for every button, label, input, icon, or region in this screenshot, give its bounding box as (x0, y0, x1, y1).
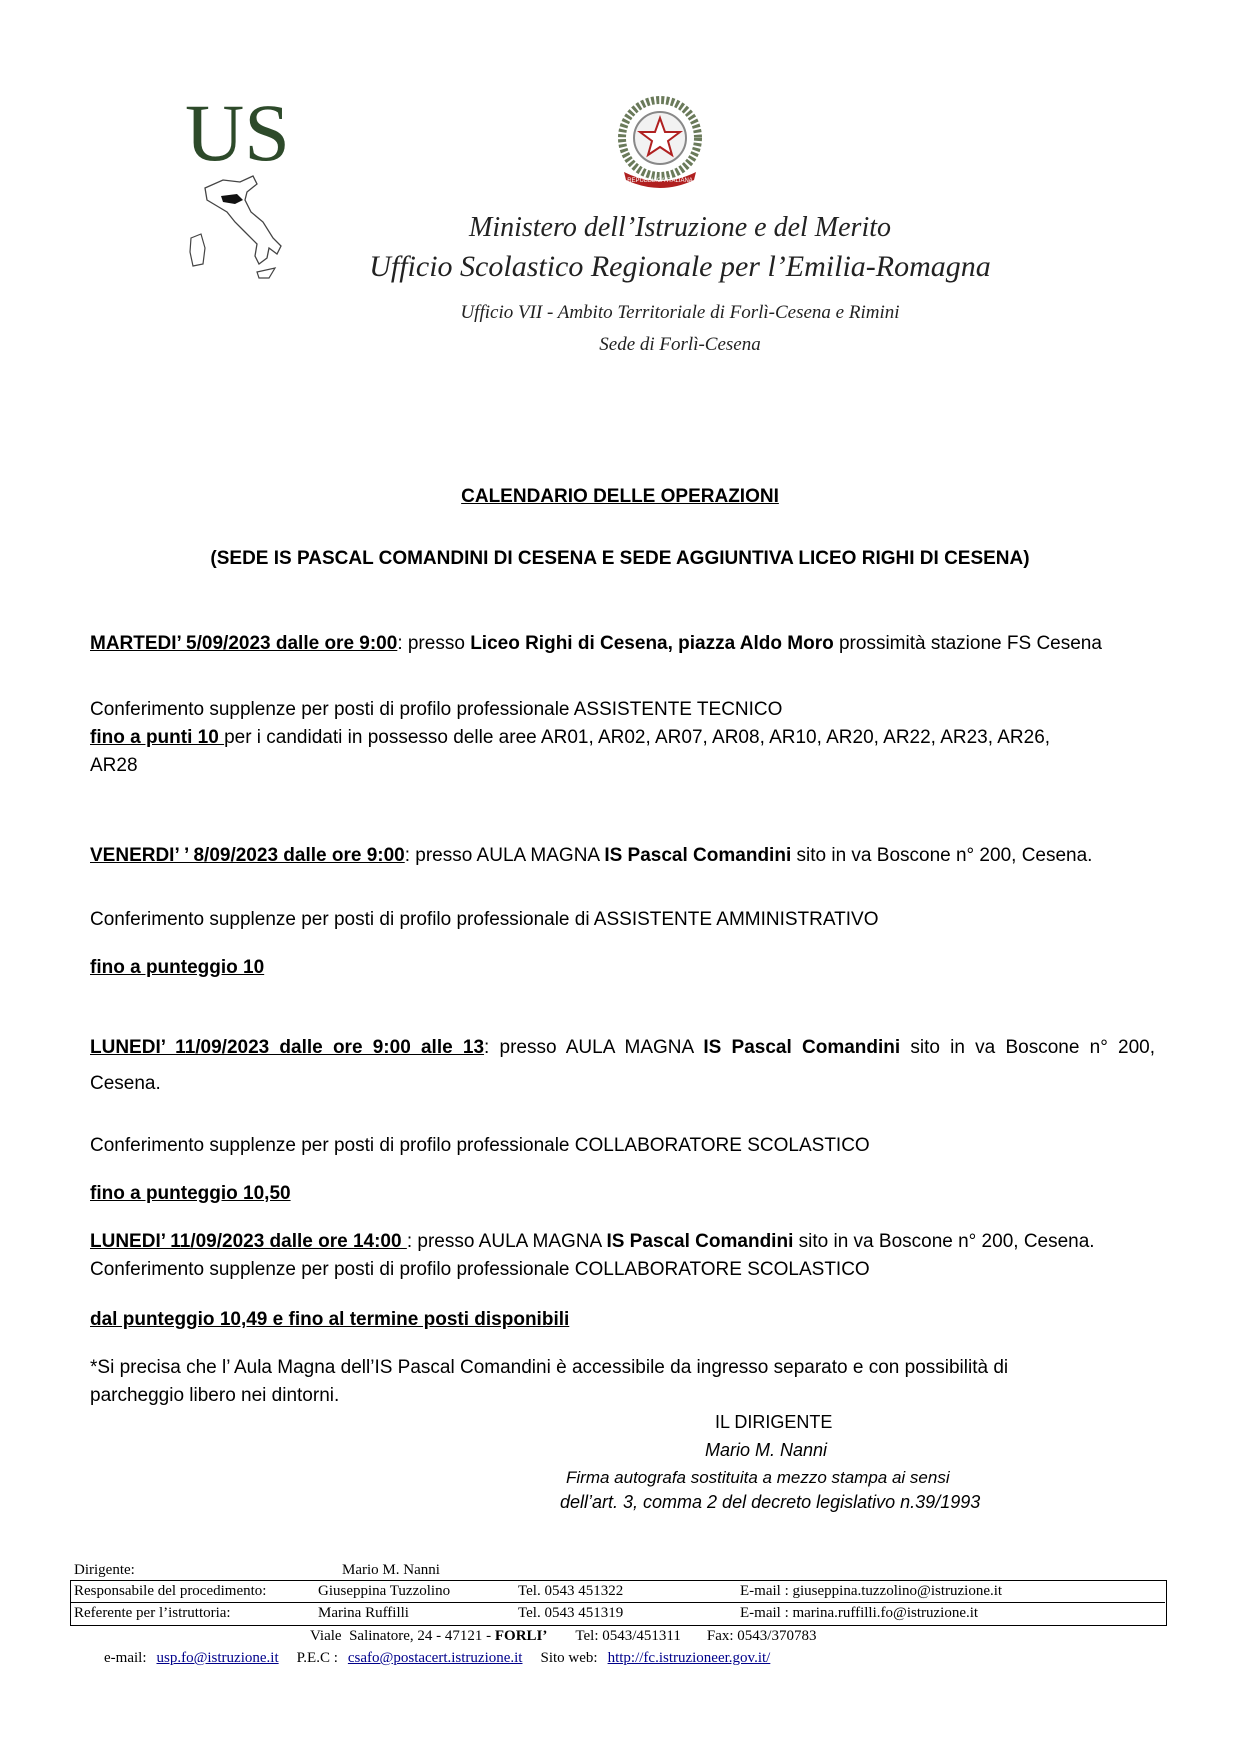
header-office: Ufficio Scolastico Regionale per l’Emilia-Romagna (369, 250, 991, 283)
section-2-place: IS Pascal Comandini (604, 845, 792, 866)
us-logo (185, 88, 315, 298)
footer-web-link[interactable]: http://fc.istruzioneer.gov.it/ (607, 1650, 771, 1666)
footer-email-link[interactable]: usp.fo@istruzione.it (156, 1650, 279, 1666)
section-1-limit-rest: per i candidati in possesso delle aree AR01, AR02, AR07, AR08, AR10, AR20, AR22, AR23, AR26, (224, 727, 1051, 748)
section-1-limit-line (90, 724, 1160, 752)
section-1-place: Liceo Righi di Cesena, piazza Aldo Moro (470, 633, 834, 654)
section-2-date: VENERDI’ ’ 8/09/2023 dalle ore 9:00 (90, 845, 405, 866)
section-3-place: IS Pascal Comandini (703, 1037, 901, 1058)
signature-note-2: dell’art. 3, comma 2 del decreto legislativo n.39/1993 (560, 1492, 981, 1512)
signature-role: IL DIRIGENTE (715, 1412, 833, 1432)
section-1-rest: prossimità stazione FS Cesena (833, 633, 1102, 654)
footer-resp-email: E-mail : giuseppina.tuzzolino@istruzione.it (740, 1583, 1003, 1599)
footer-ref-name: Marina Ruffilli (318, 1605, 409, 1621)
section-1-desc: Conferimento supplenze per posti di profilo professionale ASSISTENTE TECNICO (90, 699, 783, 720)
section-3-limit: fino a punteggio 10,50 (90, 1183, 291, 1204)
footer-pec-link[interactable]: csafo@postacert.istruzione.it (347, 1650, 523, 1666)
section-2-limit: fino a punteggio 10 (90, 957, 265, 978)
section-2-desc: Conferimento supplenze per posti di profilo professionale di ASSISTENTE AMMINISTRATIVO (90, 909, 879, 930)
footer-fax: Fax: 0543/370783 (706, 1628, 817, 1644)
footer-tel: Tel: 0543/451311 (575, 1628, 681, 1644)
section-1-sep: : presso (397, 633, 471, 654)
section-4-sep: : presso AULA MAGNA (406, 1231, 607, 1252)
footer-web-line (104, 1648, 770, 1668)
note-line-1: *Si precisa che l’ Aula Magna dell’IS Pascal Comandini è accessibile da ingresso separato e con possibilità di (90, 1357, 1009, 1378)
signature-note-1: Firma autografa sostituita a mezzo stampa ai sensi (566, 1468, 950, 1487)
footer-ref-label: Referente per l’istruttoria: (74, 1605, 231, 1621)
note-line-2: parcheggio libero nei dintorni. (90, 1385, 340, 1406)
footer-city: FORLI’ (494, 1628, 548, 1644)
header-seat: Sede di Forlì-Cesena (599, 334, 761, 355)
header-division: Ufficio VII - Ambito Territoriale di Forlì-Cesena e Rimini (460, 302, 900, 323)
section-4-date: LUNEDI’ 11/09/2023 dalle ore 14:00 (90, 1231, 407, 1252)
section-2-sep: : presso AULA MAGNA (404, 845, 605, 866)
footer-dirigente-name: Mario M. Nanni (342, 1562, 440, 1578)
footer-resp-label: Responsabile del procedimento: (74, 1583, 267, 1599)
section-3-date: LUNEDI’ 11/09/2023 dalle ore 9:00 alle 13 (90, 1037, 485, 1058)
section-2-rest: sito in va Boscone n° 200, Cesena. (791, 845, 1093, 866)
section-4-desc: Conferimento supplenze per posti di profilo professionale COLLABORATORE SCOLASTICO (90, 1259, 870, 1280)
footer-ref-email: E-mail : marina.ruffilli.fo@istruzione.it (740, 1605, 979, 1621)
section-1-limit: fino a punti 10 (90, 727, 225, 748)
section-3-desc: Conferimento supplenze per posti di profilo professionale COLLABORATORE SCOLASTICO (90, 1135, 870, 1156)
section-4-limit: dal punteggio 10,49 e fino al termine posti disponibili (90, 1309, 570, 1330)
us-logo-text: US (185, 88, 290, 178)
section-1-limit-rest2: AR28 (90, 755, 138, 776)
footer-resp-name: Giuseppina Tuzzolino (318, 1583, 451, 1599)
italian-republic-emblem (610, 92, 710, 192)
footer-email-label: e-mail: (104, 1650, 147, 1666)
footer-address: Viale Salinatore, 24 - 47121 - (310, 1628, 495, 1644)
footer-pec-label: P.E.C : (296, 1650, 338, 1666)
header-ministry: Ministero dell’Istruzione e del Merito (469, 212, 891, 243)
footer-resp-tel: Tel. 0543 451322 (518, 1583, 624, 1599)
section-4-rest: sito in va Boscone n° 200, Cesena. (793, 1231, 1095, 1252)
footer-web-label: Sito web: (540, 1650, 598, 1666)
section-4-place: IS Pascal Comandini (606, 1231, 794, 1252)
section-3-sep: : presso AULA MAGNA (484, 1037, 704, 1058)
footer-dirigente-label: Dirigente: (74, 1562, 135, 1578)
section-4-heading (90, 1228, 1160, 1256)
section-3-rest: sito in va Boscone n° 200, (900, 1037, 1155, 1058)
page-subtitle: (SEDE IS PASCAL COMANDINI DI CESENA E SEDE AGGIUNTIVA LICEO RIGHI DI CESENA) (210, 548, 1030, 569)
section-2-heading (90, 842, 1160, 870)
page-title: CALENDARIO DELLE OPERAZIONI (461, 486, 779, 507)
section-1-heading (90, 630, 1160, 658)
footer-ref-tel: Tel. 0543 451319 (518, 1605, 624, 1621)
emblem-ribbon-text: REPUBBLICA ITALIANA (627, 178, 693, 184)
signature-name: Mario M. Nanni (705, 1440, 828, 1460)
section-3-rest2: Cesena. (90, 1073, 161, 1094)
footer-address-line (310, 1626, 816, 1646)
section-1-date: MARTEDI’ 5/09/2023 dalle ore 9:00 (90, 633, 398, 654)
section-3-heading (90, 1034, 1155, 1062)
